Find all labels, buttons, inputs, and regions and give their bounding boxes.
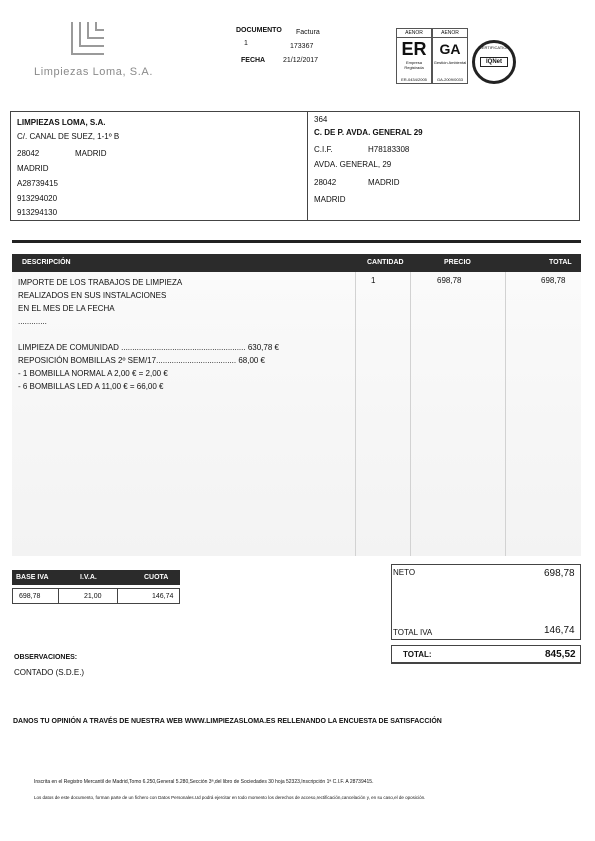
item-line: .............: [18, 317, 47, 326]
sender-phone: 913294020: [17, 194, 58, 203]
observations-label: OBSERVACIONES:: [14, 654, 78, 661]
iqnet-text: IQNet: [480, 57, 508, 67]
grand-total-value: 845,52: [545, 649, 576, 660]
sender-street: C/. CANAL DE SUEZ, 1-1º B: [17, 132, 120, 141]
registry-note: Inscrita en el Registro Mercantil de Madrid,Tomo 6.250,General 5.280,Sección 3ª,del libro de Sociedades 30 hoja 52323,Inscripción 1ª C.I.F. A 28739415.: [34, 779, 374, 785]
header-price: PRECIO: [444, 259, 471, 266]
iva-header-iva: I.V.A.: [80, 574, 97, 581]
observations-value: CONTADO (S.D.E.): [14, 668, 85, 677]
recipient-address: AVDA. GENERAL, 29: [314, 160, 392, 169]
iva-cuota: 146,74: [152, 593, 174, 600]
item-total: 698,78: [541, 276, 566, 285]
iva-separator: [58, 589, 59, 603]
total-iva-label: TOTAL IVA: [393, 628, 433, 637]
grand-total-label: TOTAL:: [403, 650, 432, 659]
company-logo-icon: [66, 18, 110, 62]
grand-total-underline: [391, 662, 581, 664]
neto-value: 698,78: [544, 568, 575, 579]
item-line: [18, 328, 279, 341]
col-separator: [505, 272, 506, 556]
sender-zip: 28042: [17, 149, 40, 158]
document-type: Factura: [296, 29, 320, 36]
recipient-name: C. DE P. AVDA. GENERAL 29: [314, 128, 423, 137]
recipient-city: MADRID: [368, 178, 400, 187]
iva-base: 698,78: [19, 593, 41, 600]
col-separator: [410, 272, 411, 556]
item-description: [18, 276, 279, 393]
aenor-ga-code: GA-2009/0033: [436, 77, 464, 82]
sender-cif: A28739415: [17, 179, 58, 188]
table-top-rule: [12, 240, 581, 243]
aenor-er-code: ER-0434/2005: [401, 77, 427, 82]
sender-name: LIMPIEZAS LOMA, S.A.: [17, 118, 106, 127]
iva-table-header: [12, 570, 180, 585]
aenor-ga-head: AENOR: [433, 29, 467, 38]
col-separator: [355, 272, 356, 556]
total-iva-value: 146,74: [544, 625, 575, 636]
survey-notice: DANOS TU OPINIÓN A TRAVÉS DE NUESTRA WEB WWW.LIMPIEZASLOMA.ES RELLENANDO LA ENCUESTA DE SATISFACCIÓN: [13, 718, 442, 725]
item-line: REPOSICIÓN BOMBILLAS 2º SEM/17.................................... 68,00 €: [18, 356, 266, 365]
recipient-cif-label: C.I.F.: [314, 145, 333, 154]
recipient-code: 364: [314, 115, 328, 124]
item-line: REALIZADOS EN SUS INSTALACIONES: [18, 291, 167, 300]
item-quantity: 1: [371, 276, 376, 285]
item-price: 698,78: [437, 276, 462, 285]
item-line: - 1 BOMBILLA NORMAL A 2,00 € = 2,00 €: [18, 369, 168, 378]
iva-header-cuota: CUOTA: [144, 574, 169, 581]
company-logo-text: Limpiezas Loma, S.A.: [34, 66, 153, 78]
sender-city: MADRID: [75, 149, 107, 158]
iva-table-row: [12, 588, 180, 604]
header-total: TOTAL: [549, 259, 572, 266]
item-line: - 6 BOMBILLAS LED A 11,00 € = 66,00 €: [18, 382, 164, 391]
aenor-er-letters: ER: [401, 39, 427, 59]
aenor-er-caption: Empresa Registrada: [404, 60, 424, 70]
item-line: LIMPIEZA DE COMUNIDAD ........................................................ 630,78 €: [18, 343, 279, 352]
sender-fax: 913294130: [17, 208, 58, 217]
header-quantity: CANTIDAD: [367, 259, 404, 266]
aenor-ga-letters: GA: [439, 41, 461, 57]
recipient-cif: H78183308: [368, 145, 410, 154]
neto-label: NETO: [393, 568, 416, 577]
iva-rate: 21,00: [84, 593, 102, 600]
document-number-label: 1: [244, 40, 248, 47]
recipient-province: MADRID: [314, 195, 346, 204]
iqnet-ring-text: CERTIFICATION: [479, 45, 510, 50]
aenor-er-badge: [396, 28, 432, 84]
aenor-er-head: AENOR: [397, 29, 431, 38]
sender-province: MADRID: [17, 164, 49, 173]
item-line: EN EL MES DE LA FECHA: [18, 304, 115, 313]
iva-header-base: BASE IVA: [16, 574, 49, 581]
address-divider: [307, 111, 308, 221]
recipient-zip: 28042: [314, 178, 337, 187]
header-description: DESCRIPCIÓN: [22, 259, 71, 266]
document-label: DOCUMENTO: [236, 27, 282, 34]
item-line: IMPORTE DE LOS TRABAJOS DE LIMPIEZA: [18, 278, 183, 287]
aenor-ga-caption: Gestión Ambiental: [433, 60, 467, 65]
iqnet-badge: [472, 40, 516, 84]
document-number: 173367: [290, 43, 314, 50]
privacy-note: Los datos de este documento, forman parte de un fichero con Datos Personales.Ud podrá ejercitar en todo momento los derechos de acceso,rectificación,cancelación y, en su caso,el de oposición.: [34, 795, 426, 800]
document-date: 21/12/2017: [283, 57, 319, 64]
aenor-ga-badge: [432, 28, 468, 84]
iva-separator: [117, 589, 118, 603]
date-label: FECHA: [241, 57, 266, 64]
items-table-header: [12, 254, 581, 272]
